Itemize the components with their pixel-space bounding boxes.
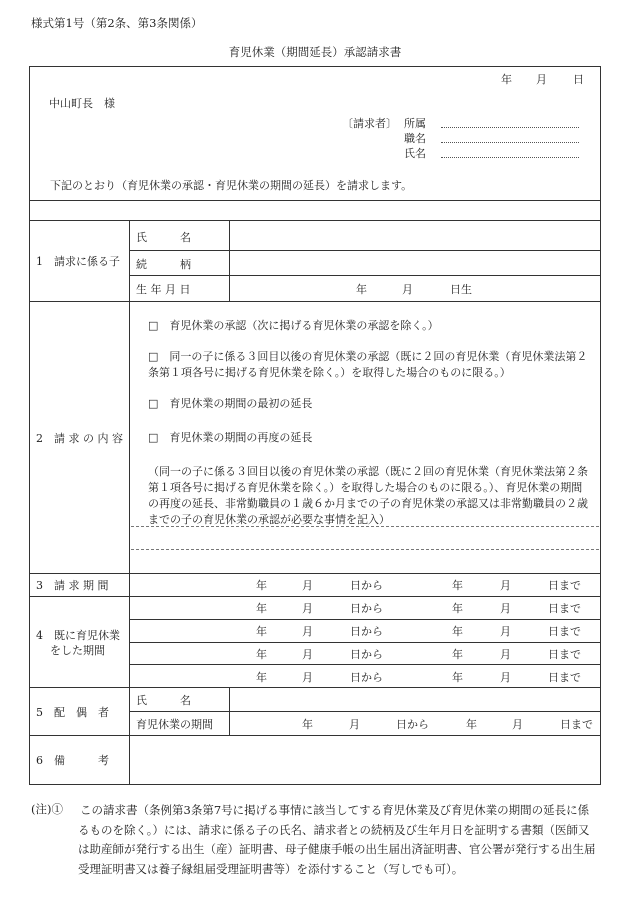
h-line: [130, 619, 601, 620]
h-line: [29, 573, 601, 574]
previous-row-4-from-month: 月: [302, 671, 313, 684]
previous-row-3-to-day: 日まで: [548, 648, 581, 661]
birth-day: 日生: [450, 283, 472, 296]
h-line: [29, 596, 601, 597]
previous-row-1-to-month: 月: [500, 602, 511, 615]
fill-in-line: [131, 549, 599, 550]
previous-row-2-from-month: 月: [302, 625, 313, 638]
field-label-affiliation: 所属: [404, 117, 426, 130]
period-to-month: 月: [500, 579, 511, 592]
h-line: [130, 664, 601, 665]
previous-row-4-to-month: 月: [500, 671, 511, 684]
previous-row-3-to-year: 年: [452, 648, 463, 661]
option-third-leave[interactable]: □ 同一の子に係る３回目以後の育児休業の承認（既に２回の育児休業（育児休業法第２条第１項各号に掲げる育児休業を除く。）を取得した場合のものに限る。）: [148, 350, 588, 379]
footnote-marker: (注)①: [31, 802, 63, 816]
h-line: [29, 220, 601, 221]
previous-row-1-to-year: 年: [452, 602, 463, 615]
period-from-year: 年: [256, 579, 267, 592]
previous-row-3-to-month: 月: [500, 648, 511, 661]
period-to-day: 日まで: [548, 579, 581, 592]
section-4-label-line2: をした期間: [50, 644, 105, 657]
date-year: 年: [501, 73, 512, 86]
form-frame: [29, 66, 601, 785]
previous-row-3-from-year: 年: [256, 648, 267, 661]
v-line: [229, 220, 230, 301]
h-line: [130, 250, 601, 251]
date-day: 日: [573, 73, 584, 86]
title-input-line[interactable]: [441, 142, 579, 143]
field-label-title: 職名: [404, 132, 426, 145]
period-to-year: 年: [452, 579, 463, 592]
h-line: [29, 200, 601, 201]
option-second-extension[interactable]: □ 育児休業の期間の再度の延長: [148, 431, 313, 444]
previous-row-4-to-day: 日まで: [548, 671, 581, 684]
previous-row-1-to-day: 日まで: [548, 602, 581, 615]
option-approval[interactable]: □ 育児休業の承認（次に掲げる育児休業の承認を除く。）: [148, 319, 439, 332]
h-line: [130, 642, 601, 643]
period-from-month: 月: [302, 579, 313, 592]
footnote-text: この請求書（条例第3条第7号に掲げる事情に該当してする育児休業及び育児休業の期間の延長に係るものを除く。）には、請求に係る子の氏名、請求者との続柄及び生年月日を証明する書類（医師又は助産師が発行する出生（産）証明書、母子健康手帳の出生届出済証明書、官公署が発行する出生届受理証明書又は養子縁組届受理証明書等）を添付すること（写しでも可）。: [78, 803, 596, 876]
previous-row-2-from-year: 年: [256, 625, 267, 638]
spouse-leave-label: 育児休業の期間: [136, 718, 213, 731]
section-1-label: 1 請求に係る子: [36, 255, 120, 268]
previous-row-4-from-day: 日から: [350, 671, 383, 684]
previous-row-4-to-year: 年: [452, 671, 463, 684]
section-2-label: 2 請 求 の 内 容: [36, 432, 123, 445]
field-label-name: 氏名: [404, 147, 426, 160]
h-line: [29, 301, 601, 302]
request-statement: 下記のとおり（育児休業の承認・育児休業の期間の延長）を請求します。: [50, 179, 413, 192]
circumstance-note: （同一の子に係る３回目以後の育児休業の承認（既に２回の育児休業（育児休業法第２条第１項各号に掲げる育児休業を除く。）を取得した場合のものに限る。）、育児休業の期間の再度の延長、非常勤職員の１歳６か月までの子の育児休業の承認又は非常勤職員の２歳までの子の育児休業の承認が必要な事情を記入）: [148, 465, 588, 526]
previous-row-1-from-day: 日から: [350, 602, 383, 615]
section-4-label: 4 既に育児休業: [36, 629, 120, 642]
spouse-to-day: 日まで: [560, 718, 593, 731]
form-number: 様式第1号（第2条、第3条関係）: [31, 16, 203, 30]
date-month: 月: [536, 73, 547, 86]
spouse-to-month: 月: [512, 718, 523, 731]
spouse-from-day: 日から: [396, 718, 429, 731]
option-first-extension[interactable]: □ 育児休業の期間の最初の延長: [148, 397, 313, 410]
previous-row-1-from-year: 年: [256, 602, 267, 615]
child-relation-label: 続 柄: [136, 258, 191, 271]
h-line: [29, 687, 601, 688]
v-line: [229, 687, 230, 735]
spouse-from-year: 年: [302, 718, 313, 731]
spouse-to-year: 年: [466, 718, 477, 731]
name-input-line[interactable]: [441, 157, 579, 158]
h-line: [29, 735, 601, 736]
previous-row-2-from-day: 日から: [350, 625, 383, 638]
spouse-from-month: 月: [349, 718, 360, 731]
v-line: [129, 220, 130, 784]
birth-month: 月: [402, 283, 413, 296]
previous-row-2-to-day: 日まで: [548, 625, 581, 638]
child-birth-label: 生 年 月 日: [136, 283, 191, 296]
addressee: 中山町長 様: [49, 97, 115, 110]
previous-row-2-to-year: 年: [452, 625, 463, 638]
affiliation-input-line[interactable]: [441, 127, 579, 128]
spouse-name-label: 氏 名: [136, 694, 191, 707]
requester-label: 〔請求者〕: [342, 117, 397, 130]
period-from-day: 日から: [350, 579, 383, 592]
h-line: [130, 275, 601, 276]
child-name-label: 氏 名: [136, 231, 191, 244]
previous-row-1-from-month: 月: [302, 602, 313, 615]
previous-row-3-from-month: 月: [302, 648, 313, 661]
h-line: [130, 711, 601, 712]
previous-row-4-from-year: 年: [256, 671, 267, 684]
birth-year: 年: [356, 283, 367, 296]
section-3-label: 3 請 求 期 間: [36, 579, 109, 592]
previous-row-3-from-day: 日から: [350, 648, 383, 661]
section-5-label: 5 配 偶 者: [36, 706, 109, 719]
section-6-label: 6 備 考: [36, 754, 109, 767]
form-title: 育児休業（期間延長）承認請求書: [228, 45, 402, 59]
previous-row-2-to-month: 月: [500, 625, 511, 638]
